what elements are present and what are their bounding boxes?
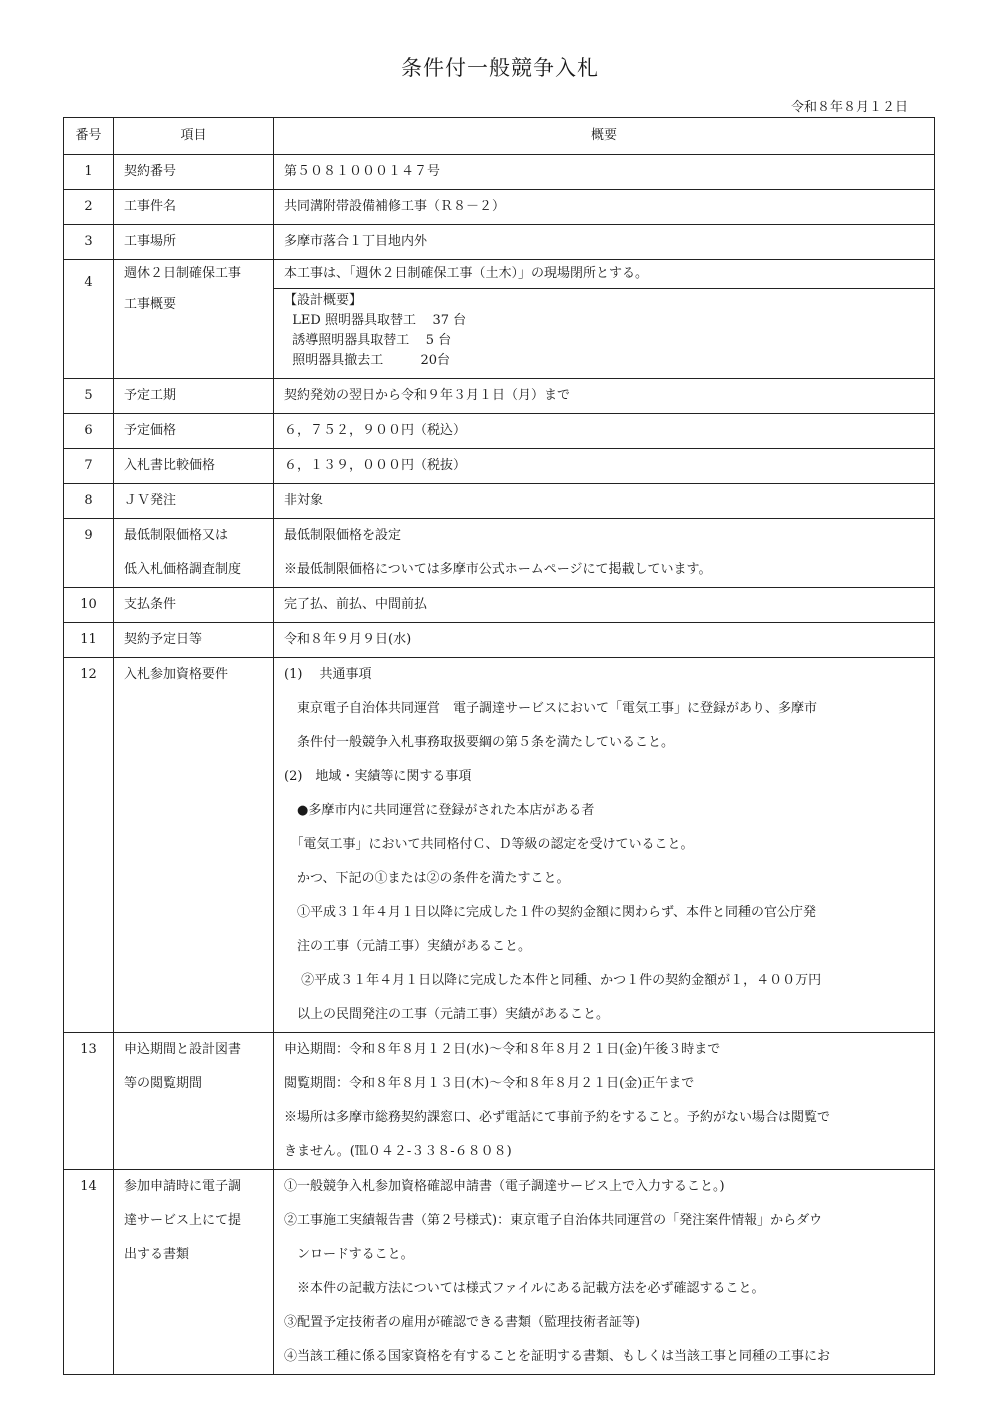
row-summary	[274, 519, 935, 588]
table-row	[64, 658, 935, 1033]
table-row	[64, 260, 935, 379]
outline-line: LED 照明器具取替工 37 台	[284, 313, 467, 328]
row-item: 入札書比較価格	[114, 449, 274, 484]
row-number: 5	[64, 379, 114, 414]
row-number: 14	[64, 1170, 114, 1375]
row-summary: 非対象	[274, 484, 935, 519]
table-row	[64, 623, 935, 658]
row-item: 入札参加資格要件	[114, 658, 274, 1033]
row-summary: 令和８年９月９日(水)	[274, 623, 935, 658]
table-header-row	[64, 118, 935, 155]
row-item: 工事場所	[114, 225, 274, 260]
row-summary-line: (1) 共通事項	[284, 667, 372, 682]
table-row	[64, 484, 935, 519]
row-summary	[274, 658, 935, 1033]
row-summary-line: 申込期間：令和８年８月１２日(水)～令和８年８月２１日(金)午後３時まで	[284, 1042, 721, 1057]
row-summary-line: ④当該工種に係る国家資格を有することを証明する書類、もしくは当該工事と同種の工事にお	[284, 1349, 831, 1364]
row-summary-line: かつ、下記の①または②の条件を満たすこと。	[284, 871, 570, 886]
row-summary-line: ※最低制限価格については多摩市公式ホームページにて掲載しています。	[284, 562, 712, 577]
row-summary: ６，７５２，９００円（税込）	[274, 414, 935, 449]
row-item-line: 等の閲覧期間	[124, 1076, 203, 1091]
row-summary-line: (2) 地域・実績等に関する事項	[284, 769, 472, 784]
row-item-line: 工事概要	[124, 297, 177, 312]
document-date: 令和８年８月１２日	[790, 100, 908, 115]
table-row	[64, 519, 935, 588]
row-number: 4	[64, 260, 114, 379]
row-number: 13	[64, 1033, 114, 1170]
row-summary-line: ※場所は多摩市総務契約課窓口、必ず電話にて事前予約をすること。予約がない場合は閲覧で	[284, 1110, 831, 1125]
row-summary-line: ●多摩市内に共同運営に登録がされた本店がある者	[284, 803, 595, 818]
table-row	[64, 1033, 935, 1170]
table-row	[64, 190, 935, 225]
row-item-line: 低入札価格調査制度	[124, 562, 242, 577]
row-summary-line: 注の工事（元請工事）実績があること。	[284, 939, 532, 954]
row-number: 6	[64, 414, 114, 449]
row-summary-line: 「電気工事」において共同格付Ｃ、Ｄ等級の認定を受けていること。	[284, 837, 694, 852]
row-item	[114, 519, 274, 588]
table-row	[64, 449, 935, 484]
document-title: 条件付一般競争入札	[401, 56, 599, 80]
row-item: 支払条件	[114, 588, 274, 623]
row-number: 2	[64, 190, 114, 225]
table-row	[64, 155, 935, 190]
row-item	[114, 1170, 274, 1375]
outline-line: 【設計概要】	[284, 293, 363, 308]
table-row	[64, 1170, 935, 1375]
row-summary-line: ※本件の記載方法については様式ファイルにある記載方法を必ず確認すること。	[284, 1281, 765, 1296]
row-summary-line: ②平成３１年４月１日以降に完成した本件と同種、かつ１件の契約金額が１，４００万円	[284, 973, 822, 988]
header-summary: 概要	[274, 118, 935, 155]
row-item-line: 参加申請時に電子調	[124, 1179, 242, 1194]
row-number: 12	[64, 658, 114, 1033]
row-summary-line: きません。(℡０４２-３３８-６８０８)	[284, 1144, 512, 1159]
table-row	[64, 588, 935, 623]
row-summary-line: 東京電子自治体共同運営 電子調達サービスにおいて「電気工事」に登録があり、多摩市	[284, 701, 818, 716]
design-outline	[284, 289, 924, 371]
row-summary: 共同溝附帯設備補修工事（Ｒ８－２）	[274, 190, 935, 225]
row-summary-line: ③配置予定技術者の雇用が確認できる書類（監理技術者証等)	[284, 1315, 641, 1330]
row-summary: 契約発効の翌日から令和９年３月１日（月）まで	[274, 379, 935, 414]
row-item: 工事件名	[114, 190, 274, 225]
row-item: ＪＶ発注	[114, 484, 274, 519]
bid-conditions-table	[63, 117, 935, 1375]
table-row	[64, 414, 935, 449]
row-summary-line: ①一般競争入札参加資格確認申請書（電子調達サービス上で入力すること。)	[284, 1179, 725, 1194]
row-summary-line: 閲覧期間：令和８年８月１３日(木)～令和８年８月２１日(金)正午まで	[284, 1076, 695, 1091]
row-summary-line: 最低制限価格を設定	[284, 528, 402, 543]
row-number: 11	[64, 623, 114, 658]
row-item-line: 最低制限価格又は	[124, 528, 229, 543]
row-item-line: 出する書類	[124, 1247, 190, 1262]
row-summary	[274, 1033, 935, 1170]
outline-line: 誘導照明器具取替工 5 台	[284, 333, 452, 348]
row-number: 10	[64, 588, 114, 623]
row-summary: 第５０８１０００１４７号	[274, 155, 935, 190]
row-item-line: 申込期間と設計図書	[124, 1042, 242, 1057]
row-summary-line: ①平成３１年４月１日以降に完成した１件の契約金額に関わらず、本件と同種の官公庁発	[284, 905, 816, 920]
row-item: 契約番号	[114, 155, 274, 190]
row-summary	[274, 1170, 935, 1375]
row-number: 7	[64, 449, 114, 484]
header-item: 項目	[114, 118, 274, 155]
row-item: 契約予定日等	[114, 623, 274, 658]
row-summary-line: ②工事施工実績報告書（第２号様式)：東京電子自治体共同運営の「発注案件情報」からダウ	[284, 1213, 823, 1228]
row-item	[114, 1033, 274, 1170]
outline-line: 照明器具撤去工 20台	[284, 353, 450, 368]
table-row	[64, 379, 935, 414]
row-number: 1	[64, 155, 114, 190]
row-item: 予定工期	[114, 379, 274, 414]
row-number: 3	[64, 225, 114, 260]
row-item-line: 週休２日制確保工事	[124, 266, 242, 281]
row-number: 9	[64, 519, 114, 588]
row-item	[114, 260, 274, 379]
row-item-line: 達サービス上にて提	[124, 1213, 242, 1228]
header-no: 番号	[64, 118, 114, 155]
row-summary: ６，１３９，０００円（税抜）	[274, 449, 935, 484]
row-number: 8	[64, 484, 114, 519]
table-row	[64, 225, 935, 260]
row-summary-line: 条件付一般競争入札事務取扱要綱の第５条を満たしていること。	[284, 735, 675, 750]
row-summary: 多摩市落合１丁目地内外	[274, 225, 935, 260]
row-item: 予定価格	[114, 414, 274, 449]
row-summary-line: ンロードすること。	[284, 1247, 414, 1262]
row-summary: 完了払、前払、中間前払	[274, 588, 935, 623]
row-summary-line: 本工事は、「週休２日制確保工事（土木）」の現場閉所とする。	[274, 260, 934, 289]
row-summary	[274, 260, 935, 379]
row-summary-line: 以上の民間発注の工事（元請工事）実績があること。	[284, 1007, 610, 1022]
